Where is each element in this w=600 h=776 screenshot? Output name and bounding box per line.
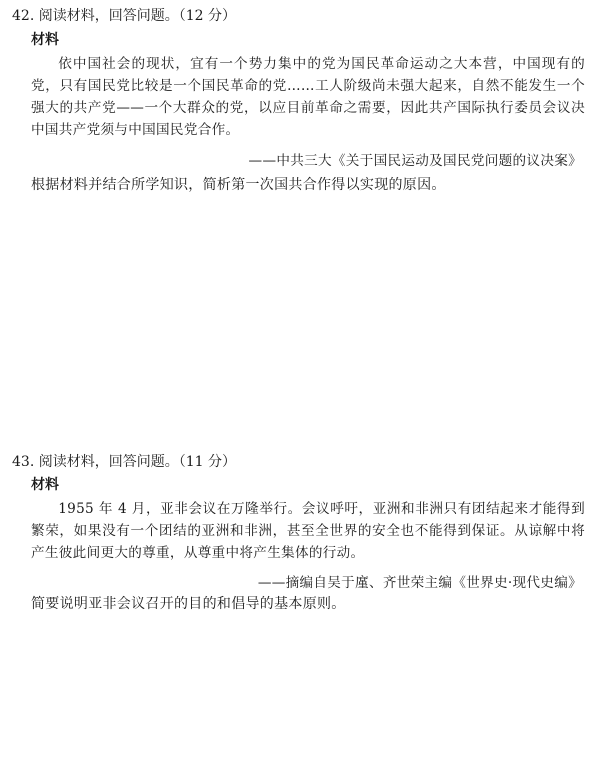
question-43 (0, 400, 600, 776)
question-43-source: ——摘编自吴于廑、齐世荣主编《世界史·现代史编》 (257, 575, 582, 591)
question-43-prompt: 简要说明亚非会议召开的目的和倡导的基本原则。 (31, 596, 346, 612)
question-43-heading: 43. 阅读材料，回答问题。（11 分） (12, 454, 236, 470)
question-42-heading: 42. 阅读材料，回答问题。（12 分） (12, 8, 236, 24)
question-42-source: ——中共三大《关于国民运动及国民党问题的议决案》 (248, 153, 582, 169)
question-42-prompt: 根据材料并结合所学知识，简析第一次国共合作得以实现的原因。 (31, 177, 446, 193)
question-42-material-text: 依中国社会的现状，宜有一个势力集中的党为国民革命运动之大本营，中国现有的党，只有国民党比较是一个国民革命的党……工人阶级尚未强大起来，自然不能发生一个强大的共产党——一个大群众的党，以应目前革命之需要，因此共产国际执行委员会议决中国共产党须与中国国民党合作。 (31, 56, 585, 138)
question-43-material-text: 1955 年 4 月，亚非会议在万隆举行。会议呼吁，亚洲和非洲只有团结起来才能得到繁荣，如果没有一个团结的亚洲和非洲，甚至全世界的安全也不能得到保证。从谅解中将产生彼此间更大的尊重，从尊重中将产生集体的行动。 (31, 501, 585, 561)
question-42-material-label: 材料 (31, 32, 59, 48)
question-43-material-label: 材料 (31, 477, 59, 493)
